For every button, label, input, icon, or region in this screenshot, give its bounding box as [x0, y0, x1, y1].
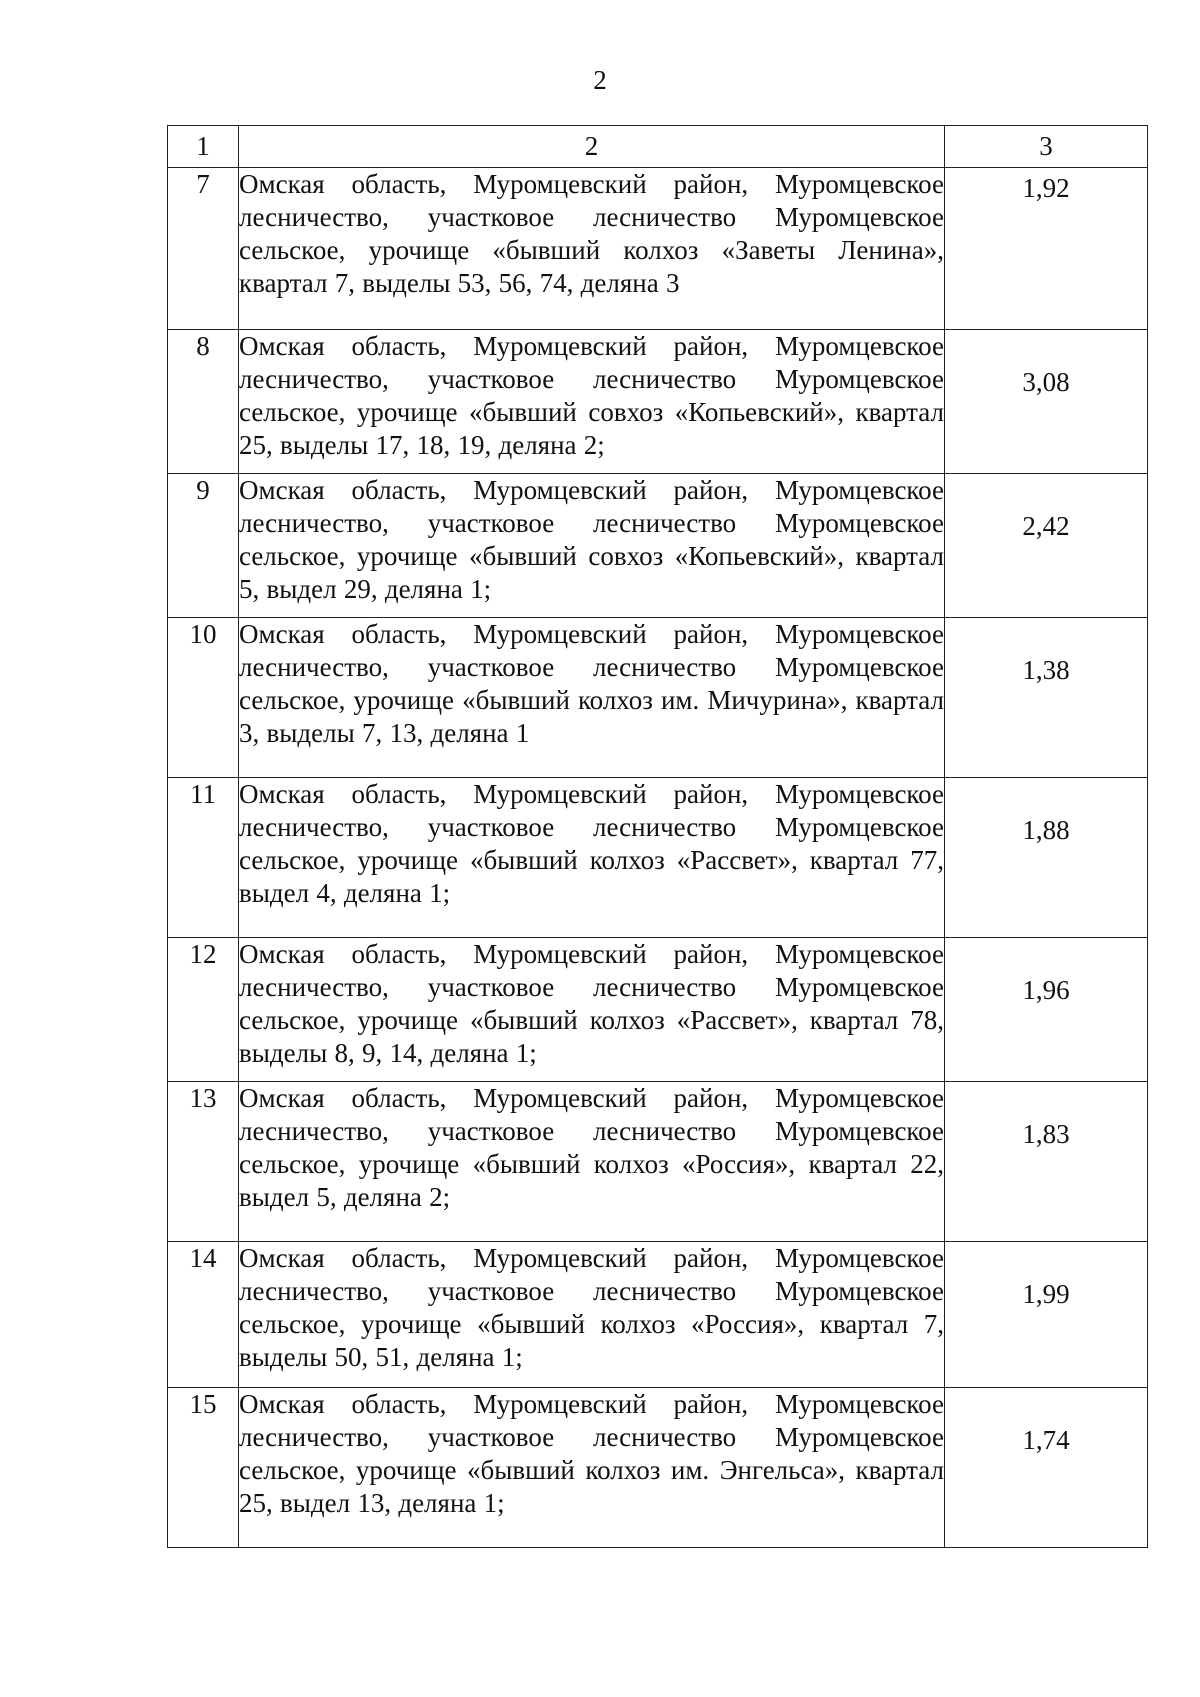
table-row — [168, 1082, 1148, 1242]
table-row — [168, 778, 1148, 938]
row-area: 1,88 — [945, 778, 1148, 938]
row-area: 1,92 — [945, 168, 1148, 330]
row-area: 2,42 — [945, 474, 1148, 618]
allotment-table — [167, 125, 1148, 1548]
row-location: Омская область, Муромцевский район, Муромцевское лесничество, участковое лесничество Муромцевское сельское, урочище «бывший колхоз им. Энгельса», квартал 25, выдел 13, деляна 1; — [239, 1388, 945, 1548]
table-row — [168, 168, 1148, 330]
row-location: Омская область, Муромцевский район, Муромцевское лесничество, участковое лесничество Муромцевское сельское, урочище «бывший колхоз «Заветы Ленина», квартал 7, выделы 53, 56, 74, деляна 3 — [239, 168, 945, 330]
table-row — [168, 330, 1148, 474]
row-number: 14 — [168, 1242, 239, 1388]
row-number: 13 — [168, 1082, 239, 1242]
row-number: 10 — [168, 618, 239, 778]
table-row — [168, 618, 1148, 778]
row-area: 1,38 — [945, 618, 1148, 778]
row-number: 9 — [168, 474, 239, 618]
table-header-row — [168, 126, 1148, 168]
row-number: 12 — [168, 938, 239, 1082]
row-area: 1,99 — [945, 1242, 1148, 1388]
table-row — [168, 938, 1148, 1082]
page-number: 2 — [593, 65, 607, 95]
row-location: Омская область, Муромцевский район, Муромцевское лесничество, участковое лесничество Муромцевское сельское, урочище «бывший совхоз «Копьевский», квартал 25, выделы 17, 18, 19, деляна 2; — [239, 330, 945, 474]
table-row — [168, 474, 1148, 618]
row-location: Омская область, Муромцевский район, Муромцевское лесничество, участковое лесничество Муромцевское сельское, урочище «бывший колхоз «Рассвет», квартал 77, выдел 4, деляна 1; — [239, 778, 945, 938]
row-area: 1,74 — [945, 1388, 1148, 1548]
row-number: 11 — [168, 778, 239, 938]
column-header-location: 2 — [239, 126, 945, 168]
row-number: 8 — [168, 330, 239, 474]
table-row — [168, 1242, 1148, 1388]
row-number: 7 — [168, 168, 239, 330]
column-header-area: 3 — [945, 126, 1148, 168]
row-area: 1,96 — [945, 938, 1148, 1082]
row-location: Омская область, Муромцевский район, Муромцевское лесничество, участковое лесничество Муромцевское сельское, урочище «бывший колхоз им. Мичурина», квартал 3, выделы 7, 13, деляна 1 — [239, 618, 945, 778]
row-area: 3,08 — [945, 330, 1148, 474]
row-location: Омская область, Муромцевский район, Муромцевское лесничество, участковое лесничество Муромцевское сельское, урочище «бывший совхоз «Копьевский», квартал 5, выдел 29, деляна 1; — [239, 474, 945, 618]
row-location: Омская область, Муромцевский район, Муромцевское лесничество, участковое лесничество Муромцевское сельское, урочище «бывший колхоз «Рассвет», квартал 78, выделы 8, 9, 14, деляна 1; — [239, 938, 945, 1082]
row-number: 15 — [168, 1388, 239, 1548]
row-area: 1,83 — [945, 1082, 1148, 1242]
column-header-number: 1 — [168, 126, 239, 168]
row-location: Омская область, Муромцевский район, Муромцевское лесничество, участковое лесничество Муромцевское сельское, урочище «бывший колхоз «Россия», квартал 7, выделы 50, 51, деляна 1; — [239, 1242, 945, 1388]
row-location: Омская область, Муромцевский район, Муромцевское лесничество, участковое лесничество Муромцевское сельское, урочище «бывший колхоз «Россия», квартал 22, выдел 5, деляна 2; — [239, 1082, 945, 1242]
table-row — [168, 1388, 1148, 1548]
